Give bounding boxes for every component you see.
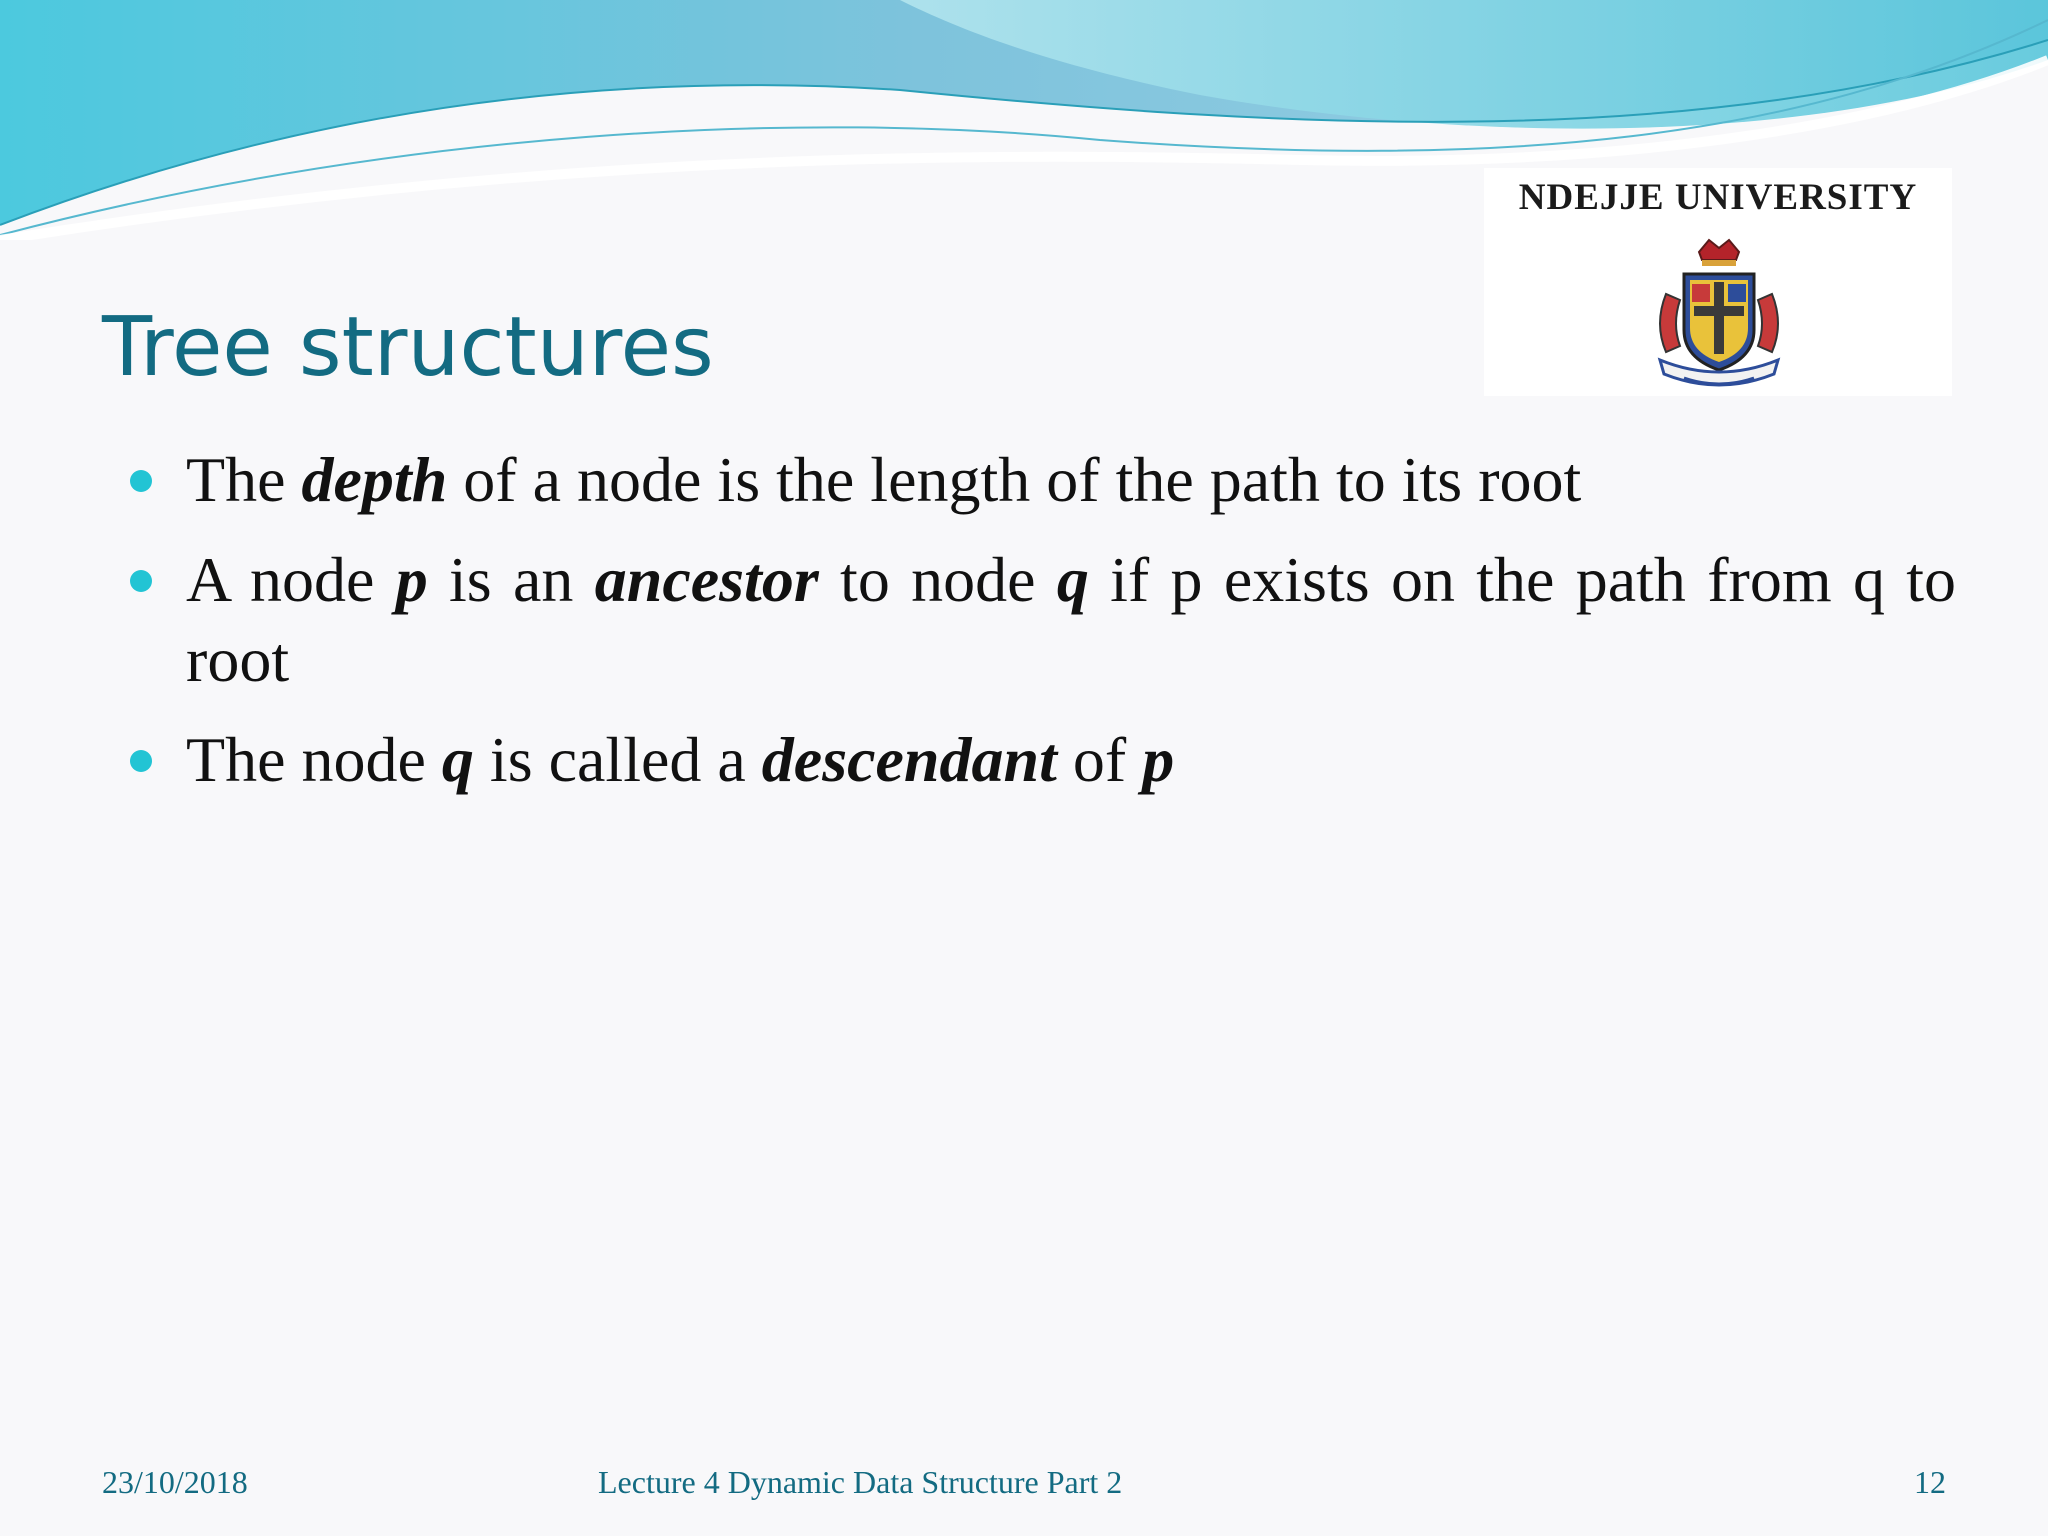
text-segment: A node [186,544,396,615]
bullet-list [126,440,1956,820]
university-crest-icon [1654,234,1784,392]
bullet-dot-icon [130,750,152,772]
bullet-text [186,724,1174,795]
bullet-dot-icon [130,570,152,592]
text-segment: The node [186,724,442,795]
slide-number: 12 [1914,1464,1946,1500]
text-segment: to node [818,544,1057,615]
text-segment: of a node is the length of the path to its root [447,444,1582,515]
footer-lecture-title: Lecture 4 Dynamic Data Structure Part 2 [598,1464,1123,1500]
bullet-text [186,444,1581,515]
text-segment: is an [427,544,595,615]
bullet-item-descendant [126,720,1956,800]
bullet-item-depth [126,440,1956,520]
emphasis-term-depth: depth [301,444,448,515]
university-logo [1484,168,1952,396]
emphasis-term-q: q [1056,544,1089,615]
footer-date: 23/10/2018 [102,1464,248,1500]
emphasis-term-descendant: descendant [761,724,1057,795]
text-segment: is called a [473,724,762,795]
university-name: NDEJJE UNIVERSITY [1518,177,1918,218]
emphasis-term-ancestor: ancestor [594,544,819,615]
text-segment: of [1056,724,1143,795]
bullet-text [186,544,1956,695]
slide-title: Tree structures [102,300,714,395]
emphasis-term-q: q [441,724,474,795]
bullet-dot-icon [130,470,152,492]
text-segment: if p exists on the path from q to root [186,544,1957,695]
emphasis-term-p: p [1142,724,1175,795]
emphasis-term-p: p [395,544,428,615]
text-segment: The [186,444,302,515]
bullet-item-ancestor [126,540,1956,700]
